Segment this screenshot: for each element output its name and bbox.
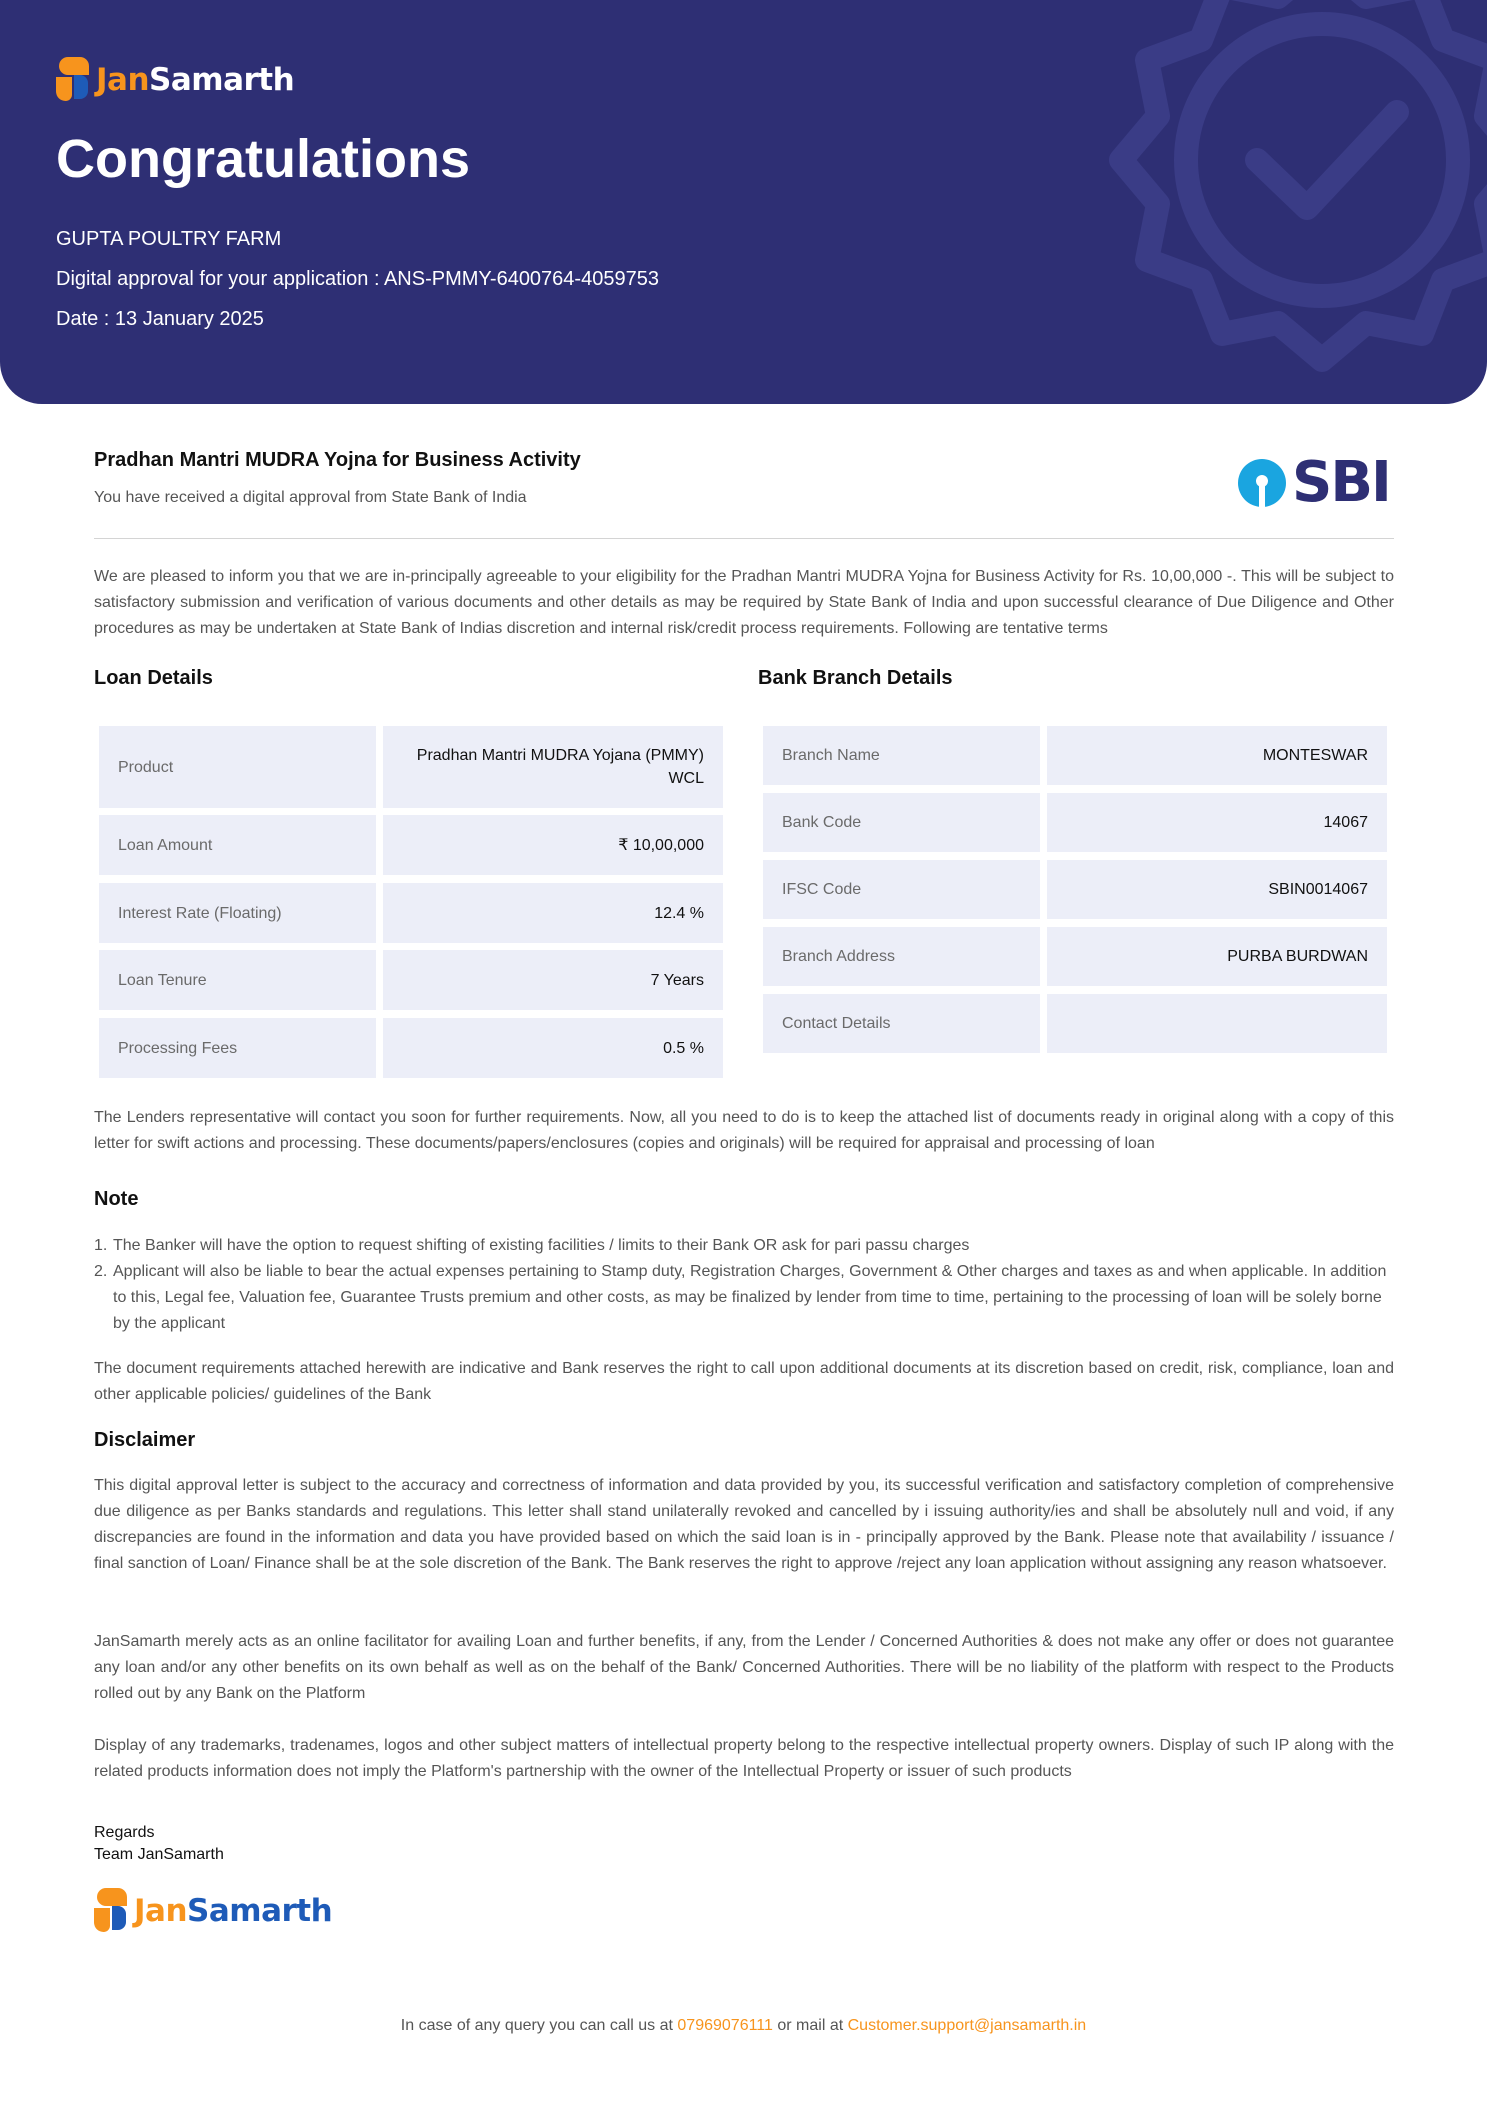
loan-product-value: Pradhan Mantri MUDRA Yojana (PMMY) WCL [383, 726, 723, 808]
sbi-logo [1238, 450, 1390, 515]
regards-text: Regards [94, 1824, 155, 1841]
ifsc-code-label: IFSC Code [763, 860, 1040, 919]
jansamarth-logo-icon [56, 57, 90, 103]
sbi-logo-icon [1238, 459, 1286, 507]
list-item-number: 1. [94, 1237, 108, 1254]
jansamarth-wordmark: JanSamarth [134, 1893, 333, 1929]
branch-details-table [763, 726, 1387, 1053]
table-row [99, 726, 723, 808]
loan-details-title: Loan Details [94, 667, 213, 689]
approval-date: Date : 13 January 2025 [56, 308, 264, 330]
contact-details-label: Contact Details [763, 994, 1040, 1053]
list-item [94, 1233, 1399, 1259]
loan-tenure-label: Loan Tenure [99, 950, 376, 1010]
verified-badge-icon [1087, 0, 1487, 400]
representative-paragraph: The Lenders representative will contact you soon for further requirements. Now, all you need to do is to keep the attached list of documents ready in original along with a copy of this letter for swift actions and processing. These documents/papers/enclosures (copies and originals) will be required for appraisal and processing of loan [94, 1109, 1394, 1152]
table-row [99, 950, 723, 1010]
branch-details-title: Bank Branch Details [758, 667, 953, 689]
business-name: GUPTA POULTRY FARM [56, 228, 282, 250]
table-row [99, 883, 723, 943]
list-item [94, 1259, 1399, 1337]
branch-address-value: PURBA BURDWAN [1047, 927, 1387, 986]
table-row [99, 815, 723, 875]
disclaimer-title: Disclaimer [94, 1429, 196, 1451]
bank-code-value: 14067 [1047, 793, 1387, 852]
note-list [94, 1233, 1399, 1337]
loan-details-table [99, 726, 723, 1078]
list-item-text: The Banker will have the option to request shifting of existing facilities / limits to their Bank OR ask for pari passu charges [113, 1237, 970, 1254]
note-title: Note [94, 1188, 139, 1210]
team-signature: Team JanSamarth [94, 1846, 224, 1863]
table-row [763, 860, 1387, 919]
jansamarth-logo [56, 57, 294, 103]
ifsc-code-value: SBIN0014067 [1047, 860, 1387, 919]
page-title: Congratulations [56, 129, 470, 189]
jansamarth-footer-logo [94, 1888, 332, 1934]
list-item-text: Applicant will also be liable to bear the actual expenses pertaining to Stamp duty, Registration Charges, Government & Other charges and taxes as and when applicable. In addition to this, Legal fee, Valuation fee, Guarantee Trusts premium and other costs, as may be finalized by lender from time to time, pertaining to the processing of loan will be solely borne by the applicant [113, 1263, 1387, 1332]
intro-paragraph: We are pleased to inform you that we are in-principally agreeable to your eligibility for the Pradhan Mantri MUDRA Yojna for Business Activity for Rs. 10,00,000 -. This will be subject to satisfactory submission and verification of various documents and other details as may be required by State Bank of India and upon successful clearance of Due Diligence and Other procedures as may be undertaken at State Bank of Indias discretion and internal risk/credit process requirements. Following are tentative terms [94, 568, 1394, 637]
divider [94, 538, 1394, 539]
scheme-title: Pradhan Mantri MUDRA Yojna for Business Activity [94, 449, 581, 471]
table-row [99, 1018, 723, 1078]
jansamarth-wordmark: JanSamarth [96, 62, 295, 98]
sbi-wordmark: SBI [1292, 450, 1390, 515]
table-row [763, 793, 1387, 852]
table-row [763, 726, 1387, 785]
list-item-number: 2. [94, 1263, 108, 1280]
application-id: Digital approval for your application : ANS-PMMY-6400764-4059753 [56, 268, 659, 290]
support-contact [0, 2017, 1487, 2035]
document-requirements-paragraph: The document requirements attached herewith are indicative and Bank reserves the right to call upon additional documents at its discretion based on credit, risk, compliance, loan and other applicable policies/ guidelines of the Bank [94, 1360, 1394, 1403]
interest-rate-label: Interest Rate (Floating) [99, 883, 376, 943]
loan-amount-value: ₹ 10,00,000 [383, 815, 723, 875]
header-banner [0, 0, 1487, 404]
bank-code-label: Bank Code [763, 793, 1040, 852]
support-email-link[interactable]: Customer.support@jansamarth.in [847, 2017, 1087, 2034]
processing-fees-label: Processing Fees [99, 1018, 376, 1078]
disclaimer-paragraph-1: This digital approval letter is subject to the accuracy and correctness of information and data provided by you, its successful verification and satisfactory completion of comprehensive due diligence as per Banks standards and regulations. This letter shall stand unilaterally revoked and cancelled by i issuing authority/ies and shall be absolutely null and void, if any discrepancies are found in the information and data you have provided based on which the said loan is in - principally approved by the Bank. Please note that availability / issuance / final sanction of Loan/ Finance shall be at the sole discretion of the Bank. The Bank reserves the right to approve /reject any loan application without assigning any reason whatsoever. [94, 1477, 1394, 1572]
loan-amount-label: Loan Amount [99, 815, 376, 875]
processing-fees-value: 0.5 % [383, 1018, 723, 1078]
loan-tenure-value: 7 Years [383, 950, 723, 1010]
branch-name-value: MONTESWAR [1047, 726, 1387, 785]
branch-address-label: Branch Address [763, 927, 1040, 986]
disclaimer-paragraph-2: JanSamarth merely acts as an online facilitator for availing Loan and further benefits, if any, from the Lender / Concerned Authorities & does not make any offer or does not guarantee any loan and/or any other benefits on its own behalf as well as on the behalf of the Bank/ Concerned Authorities. There will be no liability of the platform with respect to the Products rolled out by any Bank on the Platform [94, 1633, 1394, 1702]
support-phone-link[interactable]: 07969076111 [677, 2017, 773, 2034]
scheme-subtitle: You have received a digital approval from State Bank of India [94, 489, 527, 506]
table-row [763, 927, 1387, 986]
contact-details-value [1047, 994, 1387, 1053]
jansamarth-logo-icon [94, 1888, 128, 1934]
interest-rate-value: 12.4 % [383, 883, 723, 943]
branch-name-label: Branch Name [763, 726, 1040, 785]
table-row [763, 994, 1387, 1053]
support-text: or mail at [772, 2017, 848, 2034]
disclaimer-paragraph-3: Display of any trademarks, tradenames, logos and other subject matters of intellectual property belong to the respective intellectual property owners. Display of such IP along with the related products information does not imply the Platform's partnership with the owner of the Intellectual Property or issuer of such products [94, 1737, 1394, 1780]
loan-product-label: Product [99, 726, 376, 808]
support-text: In case of any query you can call us at [400, 2017, 678, 2034]
